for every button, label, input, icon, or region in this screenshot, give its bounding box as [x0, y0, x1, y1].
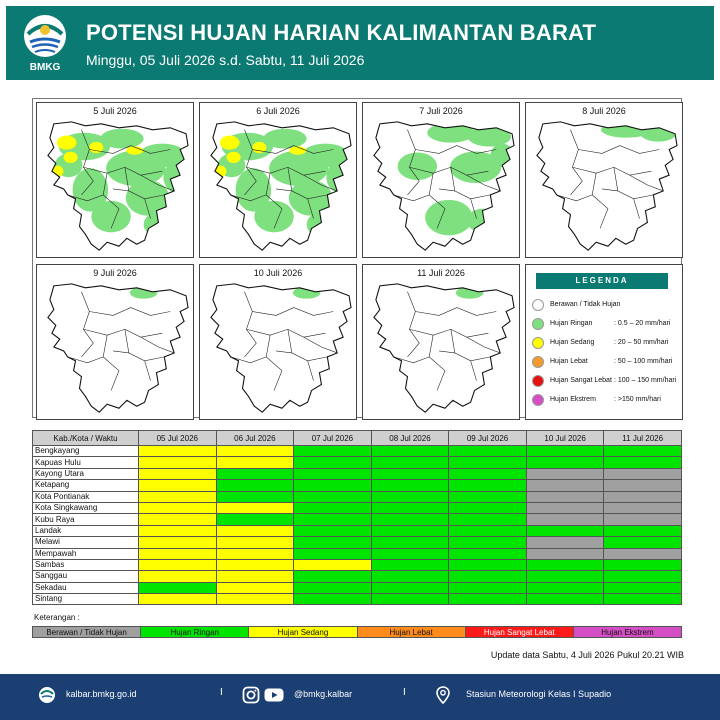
rain-area-moderate	[289, 146, 306, 154]
forecast-cell	[449, 525, 527, 536]
forecast-cell	[139, 468, 217, 479]
forecast-cell	[604, 502, 682, 513]
forecast-cell	[449, 559, 527, 570]
district-border	[471, 195, 491, 199]
region-name: Sambas	[33, 559, 139, 570]
map-date-label: 10 Juli 2026	[253, 268, 303, 278]
district-border	[113, 189, 129, 191]
footer-separator-2: I	[403, 687, 406, 698]
column-header-date: 11 Jul 2026	[604, 431, 682, 446]
table-row	[33, 446, 682, 457]
forecast-cell	[294, 525, 372, 536]
province-map	[531, 119, 679, 255]
province-map	[368, 281, 516, 417]
legend-item-range: : 50 – 100 mm/hari	[614, 358, 673, 365]
forecast-cell	[294, 571, 372, 582]
forecast-cell	[371, 491, 449, 502]
province-map	[205, 119, 353, 255]
legend-swatch	[532, 318, 544, 330]
forecast-cell	[216, 582, 294, 593]
region-name: Kota Pontianak	[33, 491, 139, 502]
district-border	[429, 335, 445, 390]
map-panel	[36, 264, 194, 420]
district-border	[451, 329, 477, 380]
forecast-cell	[604, 571, 682, 582]
table-row	[33, 480, 682, 491]
district-border	[592, 173, 608, 228]
district-border	[467, 337, 501, 353]
forecast-cell	[371, 468, 449, 479]
logo-text: BMKG	[29, 62, 61, 73]
region-name: Sekadau	[33, 582, 139, 593]
forecast-cell	[526, 571, 604, 582]
keterangan-item: Hujan Sangat Lebat	[466, 627, 574, 637]
map-date-label: 7 Juli 2026	[419, 106, 463, 116]
keterangan-item: Hujan Ringan	[141, 627, 249, 637]
region-name: Kubu Raya	[33, 514, 139, 525]
forecast-cell	[449, 491, 527, 502]
forecast-cell	[449, 480, 527, 491]
district-border	[276, 189, 292, 191]
district-border	[103, 335, 119, 390]
district-border	[308, 357, 328, 361]
forecast-cell	[139, 502, 217, 513]
map-date-label: 11 Juli 2026	[417, 268, 465, 278]
district-border	[415, 146, 496, 154]
forecast-cell	[139, 537, 217, 548]
forecast-cell	[526, 468, 604, 479]
province-outline	[48, 284, 188, 412]
forecast-cell	[139, 571, 217, 582]
forecast-cell	[526, 480, 604, 491]
forecast-cell	[604, 559, 682, 570]
forecast-cell	[216, 548, 294, 559]
forecast-cell	[526, 548, 604, 559]
map-date-label: 6 Juli 2026	[256, 106, 300, 116]
bmkg-logo	[20, 12, 70, 74]
legend-item-range: : >150 mm/hari	[614, 396, 661, 403]
forecast-cell	[526, 446, 604, 457]
rain-area-moderate	[227, 152, 241, 163]
legend-item-name: Hujan Sedang	[550, 339, 595, 346]
forecast-cell	[371, 548, 449, 559]
column-header-date: 05 Jul 2026	[139, 431, 217, 446]
map-date-label: 8 Juli 2026	[582, 106, 626, 116]
forecast-cell	[139, 594, 217, 605]
district-border	[145, 357, 165, 361]
forecast-cell	[371, 582, 449, 593]
region-name: Mempawah	[33, 548, 139, 559]
region-name: Landak	[33, 525, 139, 536]
column-header-date: 07 Jul 2026	[294, 431, 372, 446]
forecast-cell	[294, 480, 372, 491]
map-panel	[199, 264, 357, 420]
forecast-cell	[604, 537, 682, 548]
rain-area-light	[289, 180, 332, 216]
district-border	[471, 357, 491, 361]
legend-item-name: Berawan / Tidak Hujan	[550, 301, 621, 308]
region-name: Ketapang	[33, 480, 139, 491]
keterangan-label: Keterangan :	[34, 613, 80, 622]
forecast-cell	[216, 514, 294, 525]
forecast-cell	[294, 559, 372, 570]
forecast-cell	[371, 537, 449, 548]
forecast-cell	[294, 491, 372, 502]
forecast-cell	[216, 491, 294, 502]
youtube-icon[interactable]	[264, 686, 284, 704]
forecast-cell	[216, 457, 294, 468]
forecast-cell	[449, 446, 527, 457]
forecast-cell	[449, 457, 527, 468]
forecast-cell	[526, 502, 604, 513]
forecast-cell	[216, 537, 294, 548]
legend-swatch	[532, 394, 544, 406]
district-border	[634, 195, 654, 199]
forecast-cell	[526, 457, 604, 468]
forecast-cell	[371, 525, 449, 536]
legend-item-name: Hujan Lebat	[550, 358, 588, 365]
forecast-cell	[139, 457, 217, 468]
table-row	[33, 571, 682, 582]
rain-area-light	[126, 180, 169, 216]
province-map	[368, 119, 516, 255]
district-border	[415, 308, 496, 316]
forecast-cell	[604, 514, 682, 525]
forecast-cell	[449, 548, 527, 559]
forecast-cell	[294, 582, 372, 593]
forecast-cell	[371, 594, 449, 605]
forecast-cell	[371, 446, 449, 457]
forecast-cell	[604, 446, 682, 457]
legend-item-name: Hujan Ringan	[550, 320, 593, 327]
footer-bar	[0, 674, 720, 720]
rain-area-light	[106, 150, 165, 186]
footer-website[interactable]: kalbar.bmkg.go.id	[66, 689, 137, 699]
forecast-cell	[604, 491, 682, 502]
forecast-cell	[449, 571, 527, 582]
forecast-cell	[449, 537, 527, 548]
forecast-cell	[139, 480, 217, 491]
map-date-label: 9 Juli 2026	[93, 268, 137, 278]
region-name: Sintang	[33, 594, 139, 605]
district-border	[614, 167, 640, 218]
forecast-cell	[139, 559, 217, 570]
district-border	[244, 292, 256, 357]
district-border	[570, 130, 582, 195]
table-row	[33, 582, 682, 593]
forecast-cell	[216, 525, 294, 536]
forecast-cell	[371, 559, 449, 570]
page-title: POTENSI HUJAN HARIAN KALIMANTAN BARAT	[86, 20, 597, 45]
district-border	[407, 292, 419, 357]
forecast-cell	[604, 548, 682, 559]
forecast-cell	[604, 468, 682, 479]
column-header-date: 10 Jul 2026	[526, 431, 604, 446]
district-border	[409, 329, 488, 337]
map-panel	[362, 264, 520, 420]
keterangan-item: Hujan Ekstrem	[574, 627, 681, 637]
instagram-icon[interactable]	[242, 686, 260, 704]
legend-item-range: : 20 – 50 mm/hari	[614, 339, 669, 346]
region-name: Sanggau	[33, 571, 139, 582]
district-border	[89, 308, 170, 316]
forecast-cell	[371, 480, 449, 491]
forecast-cell	[449, 594, 527, 605]
forecast-table	[32, 430, 682, 605]
column-header-date: 09 Jul 2026	[449, 431, 527, 446]
forecast-cell	[526, 525, 604, 536]
footer-separator: I	[220, 687, 223, 698]
keterangan-item: Berawan / Tidak Hujan	[33, 627, 141, 637]
forecast-cell	[526, 514, 604, 525]
district-border	[304, 337, 338, 353]
forecast-cell	[216, 446, 294, 457]
column-header-region: Kab./Kota / Waktu	[33, 431, 139, 446]
province-outline	[374, 284, 514, 412]
table-row	[33, 537, 682, 548]
forecast-cell	[526, 559, 604, 570]
keterangan-legend	[32, 626, 682, 638]
rain-area-moderate	[126, 146, 143, 154]
rain-area-light	[263, 129, 306, 149]
rain-area-light	[269, 150, 328, 186]
district-border	[439, 351, 455, 353]
region-name: Kayong Utara	[33, 468, 139, 479]
bmkg-small-logo-icon	[38, 686, 56, 704]
forecast-cell	[216, 571, 294, 582]
district-border	[252, 308, 333, 316]
forecast-cell	[604, 594, 682, 605]
forecast-cell	[139, 525, 217, 536]
legend-swatch	[532, 299, 544, 311]
table-row	[33, 559, 682, 570]
forecast-cell	[604, 582, 682, 593]
rain-area-moderate	[57, 136, 77, 150]
map-grid	[32, 98, 682, 418]
district-border	[81, 292, 93, 357]
table-row	[33, 468, 682, 479]
district-border	[266, 335, 282, 390]
forecast-cell	[526, 537, 604, 548]
legend-title: LEGENDA	[536, 273, 668, 289]
legend-item-range: : 100 – 150 mm/hari	[614, 377, 677, 384]
province-outline	[211, 284, 351, 412]
table-row	[33, 491, 682, 502]
map-panel	[362, 102, 520, 258]
district-border	[246, 329, 325, 337]
forecast-cell	[371, 457, 449, 468]
table-header-row	[33, 431, 682, 446]
district-border	[578, 146, 659, 154]
header-banner	[6, 6, 714, 80]
column-header-date: 08 Jul 2026	[371, 431, 449, 446]
forecast-cell	[371, 571, 449, 582]
province-map	[42, 119, 190, 255]
forecast-cell	[294, 537, 372, 548]
update-timestamp: Update data Sabtu, 4 Juli 2026 Pukul 20.21 WIB	[490, 650, 684, 660]
forecast-cell	[294, 446, 372, 457]
forecast-cell	[604, 525, 682, 536]
forecast-cell	[294, 514, 372, 525]
forecast-cell	[526, 582, 604, 593]
keterangan-item: Hujan Lebat	[358, 627, 466, 637]
district-border	[83, 329, 162, 337]
forecast-cell	[371, 514, 449, 525]
province-map	[42, 281, 190, 417]
district-border	[288, 329, 314, 380]
forecast-cell	[216, 468, 294, 479]
forecast-cell	[526, 594, 604, 605]
table-row	[33, 457, 682, 468]
forecast-cell	[294, 594, 372, 605]
legend-item-name: Hujan Sangat Lebat	[550, 377, 612, 384]
district-border	[276, 351, 292, 353]
forecast-cell	[371, 502, 449, 513]
map-legend	[525, 264, 683, 420]
forecast-cell	[294, 457, 372, 468]
keterangan-item: Hujan Sedang	[249, 627, 357, 637]
legend-swatch	[532, 375, 544, 387]
map-panel	[525, 102, 683, 258]
footer-station: Stasiun Meteorologi Kelas I Supadio	[466, 689, 612, 699]
rain-area-light	[468, 127, 511, 147]
column-header-date: 06 Jul 2026	[216, 431, 294, 446]
map-panel	[36, 102, 194, 258]
rain-area-light	[398, 152, 437, 180]
forecast-cell	[449, 514, 527, 525]
table-row	[33, 514, 682, 525]
legend-swatch	[532, 356, 544, 368]
forecast-cell	[449, 502, 527, 513]
district-border	[141, 337, 175, 353]
legend-item-range: : 0.5 – 20 mm/hari	[614, 320, 671, 327]
district-border	[125, 329, 151, 380]
district-border	[630, 175, 664, 191]
legend-item-name: Hujan Ekstrem	[550, 396, 596, 403]
forecast-cell	[604, 457, 682, 468]
province-map	[205, 281, 353, 417]
legend-swatch	[532, 337, 544, 349]
forecast-cell	[604, 480, 682, 491]
rain-area-light	[425, 200, 472, 236]
table-row	[33, 594, 682, 605]
forecast-cell	[294, 548, 372, 559]
district-border	[439, 189, 455, 191]
forecast-cell	[216, 594, 294, 605]
district-border	[602, 189, 618, 191]
rain-area-moderate	[220, 136, 240, 150]
table-body	[33, 446, 682, 605]
forecast-cell	[139, 491, 217, 502]
forecast-cell	[526, 491, 604, 502]
region-name: Kota Singkawang	[33, 502, 139, 513]
region-name: Melawi	[33, 537, 139, 548]
forecast-cell	[216, 502, 294, 513]
district-border	[113, 351, 129, 353]
forecast-cell	[216, 480, 294, 491]
rain-area-moderate	[64, 152, 78, 163]
map-panel	[199, 102, 357, 258]
forecast-cell	[139, 514, 217, 525]
forecast-cell	[139, 446, 217, 457]
location-pin-icon	[436, 686, 450, 704]
district-border	[572, 167, 651, 175]
region-name: Bengkayang	[33, 446, 139, 457]
forecast-cell	[449, 468, 527, 479]
forecast-cell	[449, 582, 527, 593]
forecast-cell	[139, 548, 217, 559]
bmkg-emblem-icon	[20, 12, 70, 62]
forecast-cell	[139, 582, 217, 593]
forecast-cell	[294, 468, 372, 479]
region-name: Kapuas Hulu	[33, 457, 139, 468]
map-date-label: 5 Juli 2026	[93, 106, 137, 116]
table-row	[33, 548, 682, 559]
table-row	[33, 502, 682, 513]
forecast-cell	[294, 502, 372, 513]
rain-area-light	[100, 129, 143, 149]
forecast-cell	[216, 559, 294, 570]
table-row	[33, 525, 682, 536]
footer-social[interactable]: @bmkg.kalbar	[294, 689, 353, 699]
page-subtitle: Minggu, 05 Juli 2026 s.d. Sabtu, 11 Juli 2026	[86, 52, 365, 68]
